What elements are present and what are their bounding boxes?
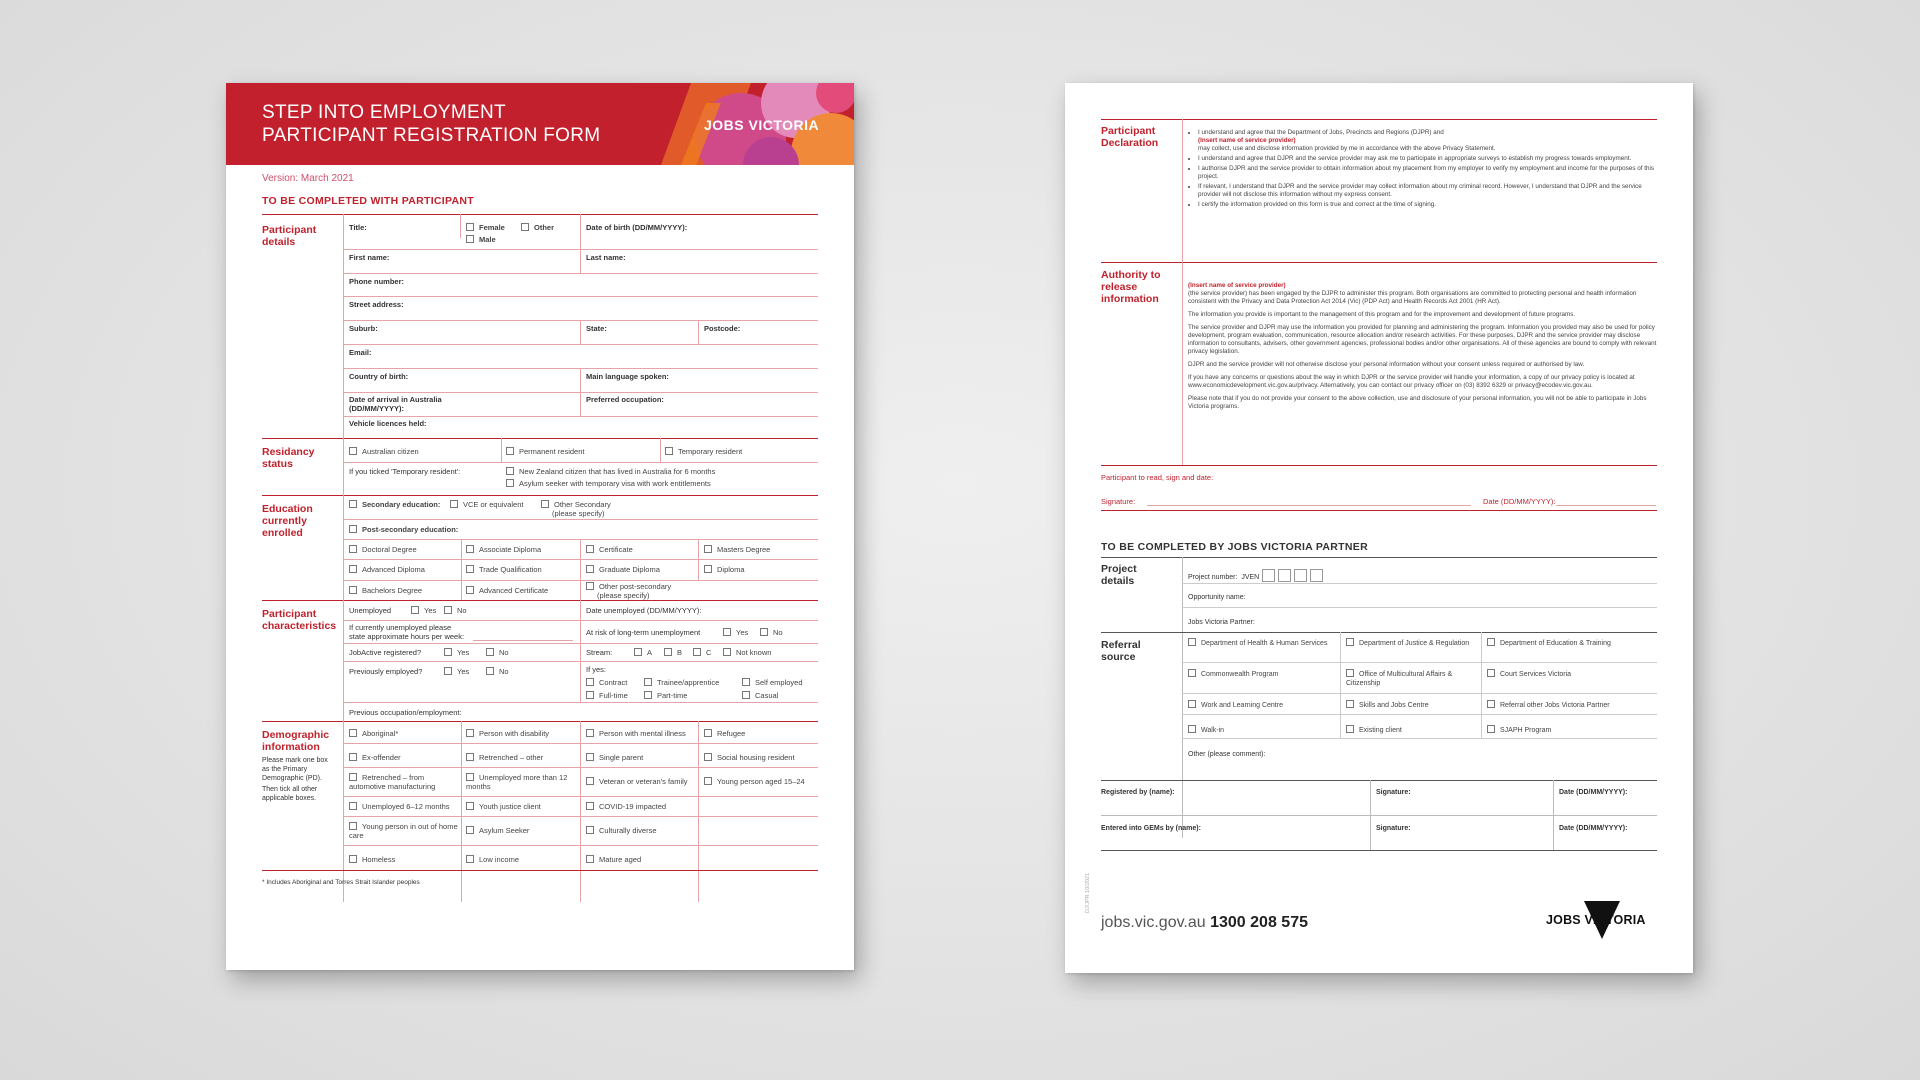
risk-no[interactable]: No [760,628,783,637]
prev-employed-yes[interactable]: Yes [444,667,469,676]
other-checkbox[interactable]: Other [521,223,554,232]
street-field[interactable]: Street address: [349,300,404,309]
version-text: Version: March 2021 [262,173,354,184]
referral-item[interactable]: Commonwealth Program [1188,669,1278,679]
row-rule [343,580,818,581]
demographic-item[interactable]: Ex-offender [349,753,401,762]
last-name-field[interactable]: Last name: [586,253,626,262]
row-rule [343,344,818,345]
doctoral-checkbox[interactable]: Doctoral Degree [349,545,417,554]
section-characteristics: Participant characteristics [262,608,337,632]
row-rule [343,392,818,393]
row-rule [1182,662,1657,663]
postcode-field[interactable]: Postcode: [704,324,741,333]
complete-with-participant-heading: TO BE COMPLETED WITH PARTICIPANT [262,195,475,207]
casual-checkbox[interactable]: Casual [742,691,778,700]
registered-by-field[interactable]: Registered by (name): [1101,789,1175,796]
section-referral: Referral source [1101,639,1141,663]
hours-underline [473,640,573,641]
citizen-checkbox[interactable]: Australian citizen [349,447,419,456]
stream-b[interactable]: B [664,648,682,657]
suburb-field[interactable]: Suburb: [349,324,378,333]
unemployed-no[interactable]: No [444,606,467,615]
partner-heading: TO BE COMPLETED BY JOBS VICTORIA PARTNER [1101,541,1368,553]
divider [580,600,581,702]
advanced-diploma-checkbox[interactable]: Advanced Diploma [349,565,425,574]
diploma-checkbox[interactable]: Diploma [704,565,745,574]
dob-field[interactable]: Date of birth (DD/MM/YYYY): [586,223,688,232]
date-label: Date (DD/MM/YYYY): [1483,497,1556,506]
divider [1182,262,1183,465]
divider [698,721,699,902]
other-secondary-checkbox[interactable]: Other Secondary (please specify) [541,500,611,518]
demographic-item[interactable]: Asylum Seeker [466,826,529,835]
stream-not-known[interactable]: Not known [723,648,771,657]
prev-employed-label: Previously employed? [349,667,423,676]
demographic-item[interactable]: Veteran or veteran's family [586,777,688,786]
row-rule [343,273,818,274]
section-rule [1101,557,1657,558]
referral-item[interactable]: Referral other Jobs Victoria Partner [1487,700,1610,710]
contract-checkbox[interactable]: Contract [586,678,627,687]
section-residency: Residancy status [262,446,315,470]
language-field[interactable]: Main language spoken: [586,372,669,381]
section-education: Education currently enrolled [262,503,313,539]
project-number-field[interactable]: Project number: JVEN [1188,569,1323,582]
section-rule [262,870,818,871]
if-yes-label: If yes: [586,665,607,674]
bachelors-checkbox[interactable]: Bachelors Degree [349,586,422,595]
form-title [262,101,600,147]
referral-item[interactable]: Office of Multicultural Affairs & Citizenship [1346,671,1453,687]
self-employed-checkbox[interactable]: Self employed [742,678,803,687]
email-field[interactable]: Email: [349,348,372,357]
temporary-checkbox[interactable]: Temporary resident [665,447,742,456]
demographic-item[interactable]: Retrenched – other [466,753,543,762]
opportunity-field[interactable]: Opportunity name: [1188,594,1246,601]
jobs-victoria-logo: JOBS VICTORIA [704,117,820,133]
demographic-item[interactable]: Single parent [586,753,643,762]
stream-c[interactable]: C [693,648,711,657]
row-rule [1182,693,1657,694]
referral-item[interactable]: Department of Education & Training [1487,638,1611,648]
row-rule [343,796,818,797]
arrival-field[interactable]: Date of arrival in Australia (DD/MM/YYYY): [349,395,442,413]
date-line[interactable] [1556,505,1656,506]
demographic-item[interactable]: Retrenched – from automotive manufacturing [349,773,436,791]
section-demographic: Demographic information [262,729,330,753]
demographic-item[interactable]: Young person in out of home care [349,822,458,840]
divider [580,539,581,600]
referral-item[interactable]: Department of Justice & Regulation [1346,638,1476,648]
occupation-field[interactable]: Preferred occupation: [586,395,664,404]
unemployed-label: Unemployed [349,606,392,615]
form-title-line-2: PARTICIPANT REGISTRATION FORM [262,125,601,146]
referral-item[interactable]: Existing client [1346,725,1402,735]
read-sign-label: Participant to read, sign and date: [1101,473,1214,482]
section-participant-details: Participant details [262,224,317,248]
date-unemployed-field[interactable]: Date unemployed (DD/MM/YYYY): [586,606,702,615]
prev-employed-no[interactable]: No [486,667,509,676]
row-rule [343,296,818,297]
referral-item[interactable]: Walk-in [1188,725,1224,735]
section-authority: Authority to release information [1101,269,1161,305]
jobs-victoria-footer-logo [1546,895,1658,943]
divider [1182,119,1183,262]
associate-diploma-checkbox[interactable]: Associate Diploma [466,545,541,554]
form-title-line-1: STEP INTO EMPLOYMENT [262,102,506,123]
certificate-checkbox[interactable]: Certificate [586,545,633,554]
section-rule [1101,632,1657,633]
demographic-item[interactable]: Person with mental illness [586,729,686,738]
masters-checkbox[interactable]: Masters Degree [704,545,770,554]
graduate-diploma-checkbox[interactable]: Graduate Diploma [586,565,660,574]
row-rule [343,816,818,817]
divider [580,320,581,344]
row-rule [343,416,818,417]
divider [580,721,581,902]
row-rule [1182,738,1657,739]
demographic-note-1: Please mark one box as the Primary Demographic (PD). [262,757,328,782]
country-field[interactable]: Country of birth: [349,372,409,381]
row-rule [343,249,818,250]
declaration-text: • I understand and agree that the Department of Jobs, Precincts and Regions (DJPR) and (Insert name of service provider) may collect, use and disclose information provided by me in accordance with the above Privacy Statement. • I understand and agree that DJPR and the service provider may ask me to participate in appropriate surveys to establish my progress towards employment. • I authorise DJPR and the service provider to obtain information about my placement from my employer to verify my employment and income for the purposes of this project. • If relevant, I understand that DJPR and the service provider may collect information about my criminal record. However, I understand that DJPR and the service provider will not disclose this information without my express consent. • I certify the information provided on this form is true and correct at the time of signing. [1188,129,1658,211]
side-code: DJ/JPR 10/2021 [1085,872,1091,913]
stream-a[interactable]: A [634,648,652,657]
row-rule [1182,583,1657,584]
other-post-secondary-checkbox[interactable]: Other post-secondary (please specify) [586,582,671,600]
demographic-item[interactable]: Aboriginal* [349,729,398,738]
signature-label: Signature: [1101,497,1136,506]
demographic-item[interactable]: Unemployed more than 12 months [466,773,568,791]
risk-label: At risk of long-term unemployment [586,628,701,637]
demographic-item[interactable]: Young person aged 15–24 [704,777,805,786]
stream-label: Stream: [586,648,613,657]
jobactive-label: JobActive registered? [349,648,422,657]
referral-item[interactable]: Department of Health & Human Services [1188,638,1336,648]
footnote: * Includes Aboriginal and Torres Strait Islander peoples [262,879,420,886]
secondary-checkbox[interactable]: Secondary education: [349,500,440,509]
section-rule [1101,850,1657,851]
demographic-item[interactable]: COVID-19 impacted [586,802,666,811]
demographic-item[interactable]: Homeless [349,855,395,864]
jobactive-no[interactable]: No [486,648,509,657]
demographic-item[interactable]: Refugee [704,729,745,738]
demographic-item[interactable]: Person with disability [466,729,549,738]
section-rule [262,600,818,601]
divider [580,214,581,273]
part-time-checkbox[interactable]: Part-time [644,691,687,700]
form-banner [226,83,854,165]
state-field[interactable]: State: [586,324,607,333]
advanced-certificate-checkbox[interactable]: Advanced Certificate [466,586,548,595]
section-rule [1101,510,1657,511]
section-rule [1101,780,1657,781]
row-rule [343,767,818,768]
row-rule [1101,815,1657,816]
divider [698,320,699,344]
nz-checkbox[interactable]: New Zealand citizen that has lived in Australia for 6 months [506,467,715,476]
registered-date-field[interactable]: Date (DD/MM/YYYY): [1559,789,1628,796]
divider [460,214,461,238]
signature-line[interactable] [1147,505,1471,506]
full-time-checkbox[interactable]: Full-time [586,691,628,700]
asylum-visa-checkbox[interactable]: Asylum seeker with temporary visa with work entitlements [506,479,711,488]
entered-by-field[interactable]: Entered into GEMs by (name): [1101,825,1201,832]
divider [343,495,344,600]
row-rule [1182,607,1657,608]
first-name-field[interactable]: First name: [349,253,390,262]
registered-signature-field[interactable]: Signature: [1376,789,1411,796]
row-rule [343,559,818,560]
section-rule [262,438,818,439]
section-rule [1101,262,1657,263]
divider [1481,632,1482,738]
form-page-2 [1065,83,1693,973]
row-rule [343,620,818,621]
partner-field[interactable]: Jobs Victoria Partner: [1188,619,1255,626]
divider [461,539,462,600]
trade-checkbox[interactable]: Trade Qualification [466,565,542,574]
demographic-item[interactable]: Low income [466,855,519,864]
row-rule [343,643,818,644]
referral-item[interactable]: Court Services Victoria [1487,669,1571,679]
jobactive-yes[interactable]: Yes [444,648,469,657]
post-secondary-checkbox[interactable]: Post-secondary education: [349,525,458,534]
divider [343,438,344,495]
entered-signature-field[interactable]: Signature: [1376,825,1411,832]
row-rule [343,743,818,744]
row-rule [343,702,818,703]
phone-field[interactable]: Phone number: [349,277,405,286]
section-declaration: Participant Declaration [1101,125,1159,149]
demographic-item[interactable]: Unemployed 6–12 months [349,802,450,811]
divider [501,438,502,462]
row-rule [343,661,818,662]
row-rule [343,845,818,846]
section-rule [1101,119,1657,120]
other-comment-field[interactable]: Other (please comment): [1188,751,1266,758]
divider [343,721,344,902]
hours-field[interactable]: If currently unemployed please state approximate hours per week: [349,623,465,641]
title-field: Title: [349,223,367,232]
row-rule [343,462,818,463]
trainee-checkbox[interactable]: Trainee/apprentice [644,678,719,687]
section-project: Project details [1101,563,1137,587]
section-rule [262,495,818,496]
prev-occupation-field[interactable]: Previous occupation/employment: [349,708,462,717]
form-page-1 [226,83,854,970]
unemployed-yes[interactable]: Yes [411,606,436,615]
row-rule [1182,714,1657,715]
if-temporary-note: If you ticked 'Temporary resident': [349,467,461,476]
referral-item[interactable]: Skills and Jobs Centre [1346,700,1429,710]
divider [660,438,661,462]
divider [1340,632,1341,738]
row-rule [343,519,818,520]
male-checkbox[interactable]: Male [466,235,496,244]
vce-checkbox[interactable]: VCE or equivalent [450,500,523,509]
section-rule [262,721,818,722]
demographic-item[interactable]: Culturally diverse [586,826,657,835]
female-checkbox[interactable]: Female [466,223,505,232]
licences-field[interactable]: Vehicle licences held: [349,419,427,428]
divider [1182,557,1183,838]
entered-date-field[interactable]: Date (DD/MM/YYYY): [1559,825,1628,832]
referral-item[interactable]: SJAPH Program [1487,725,1551,735]
divider [461,721,462,902]
referral-item[interactable]: Work and Learning Centre [1188,700,1283,710]
demographic-item[interactable]: Social housing resident [704,753,795,762]
permanent-checkbox[interactable]: Permanent resident [506,447,584,456]
footer-logo-text: JOBS VICTORIA [1546,913,1646,927]
section-rule [1101,465,1657,466]
demographic-item[interactable]: Youth justice client [466,802,541,811]
demographic-item[interactable]: Mature aged [586,855,641,864]
authority-text: (Insert name of service provider) (the service provider) has been engaged by the DJPR to administer this program. Both organisations are committed to protecting personal and health information consistent with the Privacy and Data Protection Act 2014 (Vic) (PDP Act) and Health Records Act 2001 (HR Act). The information you provide is important to the management of this program and for the improvement and development of future programs. The service provider and DJPR may use the information you provided for planning and administering the program. Information you provided may also be used for policy development, program evaluation, communication, resource allocation and/or research activities. For these purposes, DJPR and the service provider may disclose information to consultants, advisers, other government agencies, professional bodies and/or other organisations. All of these agencies are bound to comply with relevant privacy legislation. DJPR and the service provider will not otherwise disclose your personal information without your consent unless required or authorised by law. If you have any concerns or questions about the way in which DJPR or the service provider will handle your information, a copy of our privacy policy is located at www.economicdevelopment.vic.gov.au/privacy. Alternatively, you can contact our privacy officer on (03) 8392 6329 or privacy@ecodev.vic.gov.au. Please note that if you do not provide your consent to the above collection, use and disclosure of your personal information, you will not be able to participate in Jobs Victoria programs. [1188,282,1657,410]
demographic-note-2: Then tick all other applicable boxes. [262,786,318,802]
risk-yes[interactable]: Yes [723,628,748,637]
section-rule [262,214,818,215]
footer-contact: jobs.vic.gov.au 1300 208 575 [1101,914,1308,931]
